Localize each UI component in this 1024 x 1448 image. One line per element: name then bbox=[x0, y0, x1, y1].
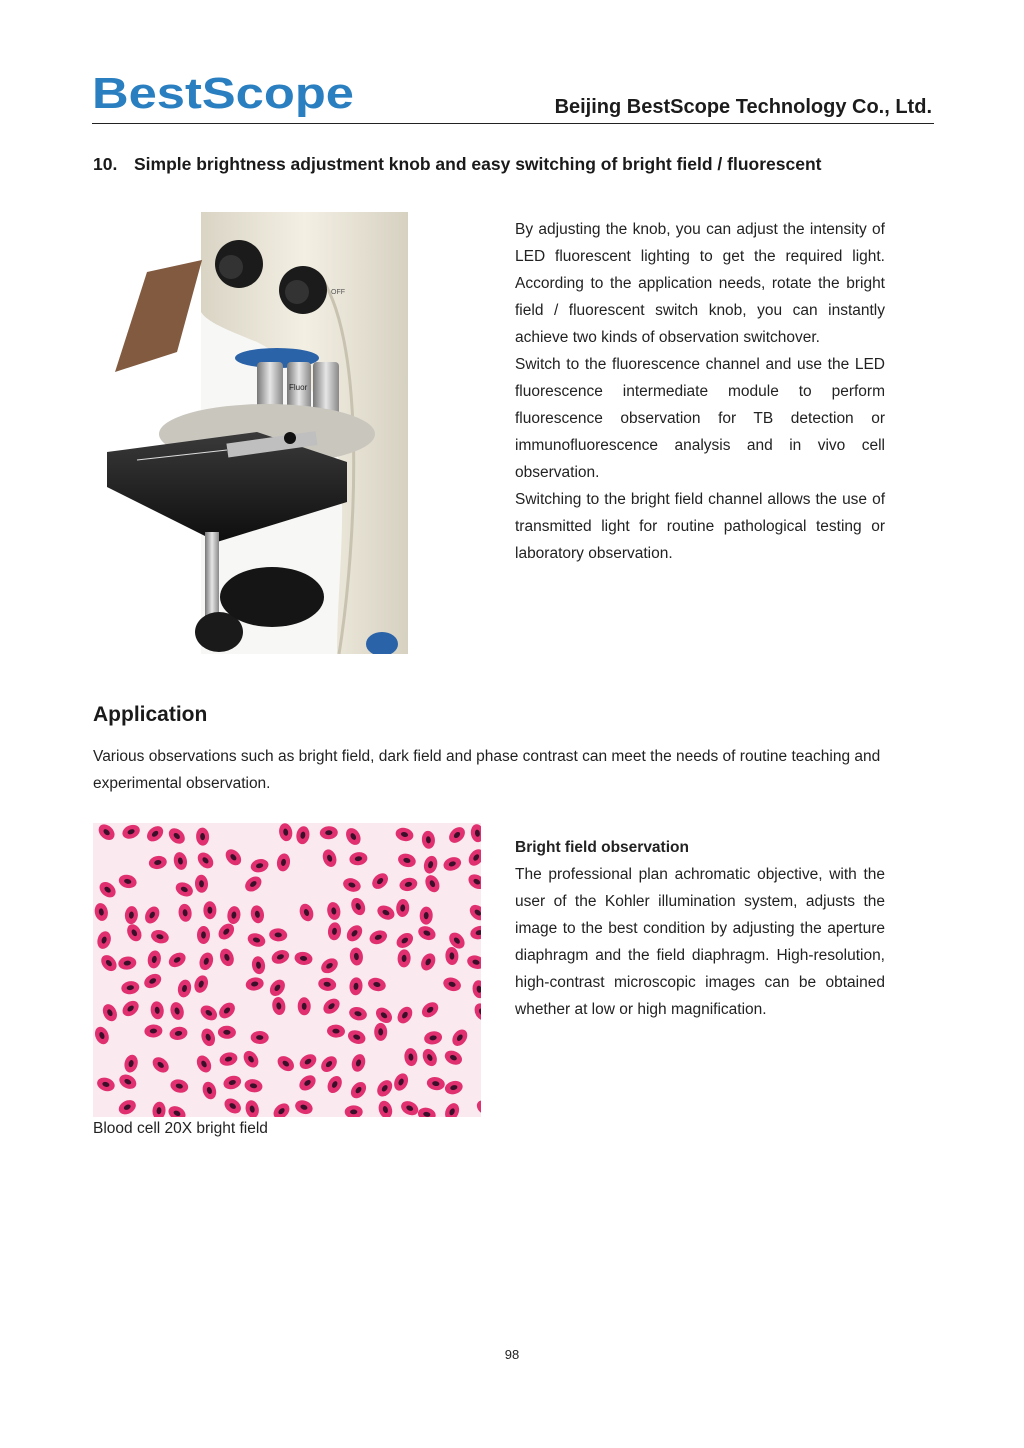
bestscope-logo bbox=[92, 70, 357, 120]
section-number: 10. bbox=[93, 154, 118, 174]
description-paragraph: Switching to the bright field channel allows the use of transmitted light for routine pathological testing or laboratory observation. bbox=[515, 491, 885, 562]
section-title: Simple brightness adjustment knob and easy switching of bright field / fluorescent bbox=[134, 154, 822, 174]
bright-field-title: Bright field observation bbox=[515, 839, 689, 856]
application-heading: Application bbox=[93, 703, 208, 726]
svg-text:Fluor: Fluor bbox=[289, 383, 308, 392]
description-paragraph: Switch to the fluorescence channel and use the LED fluorescence intermediate module to perform fluorescence observation for TB detection or immunofluorescence analysis and in vivo cell observation. bbox=[515, 356, 885, 481]
header-divider bbox=[92, 123, 934, 124]
bright-field-block bbox=[515, 834, 885, 1023]
description-text bbox=[515, 216, 885, 567]
svg-text:OFF: OFF bbox=[331, 289, 345, 296]
bright-field-text: The professional plan achromatic objective, with the user of the Kohler illumination system, adjusts the image to the best condition by adjusting the aperture diaphragm and the field diaphragm. High-resolution, high-contrast microscopic images can be obtained whether at low or high magnification. bbox=[515, 866, 885, 1018]
section-heading bbox=[93, 154, 821, 175]
application-intro: Various observations such as bright field, dark field and phase contrast can meet the needs of routine teaching and experimental observation. bbox=[93, 748, 881, 792]
company-name: Beijing BestScope Technology Co., Ltd. bbox=[554, 96, 932, 118]
microscope-photo bbox=[107, 212, 408, 654]
image-caption: Blood cell 20X bright field bbox=[93, 1120, 268, 1137]
description-paragraph: By adjusting the knob, you can adjust the intensity of LED fluorescent lighting to get the required light. According to the application needs, rotate the bright field / fluorescent switch knob, you can instantly achieve two kinds of observation switchover. bbox=[515, 221, 885, 346]
svg-text:BestScope: BestScope bbox=[92, 70, 354, 118]
blood-cell-photo bbox=[93, 823, 481, 1117]
page-number: 98 bbox=[504, 1347, 520, 1362]
